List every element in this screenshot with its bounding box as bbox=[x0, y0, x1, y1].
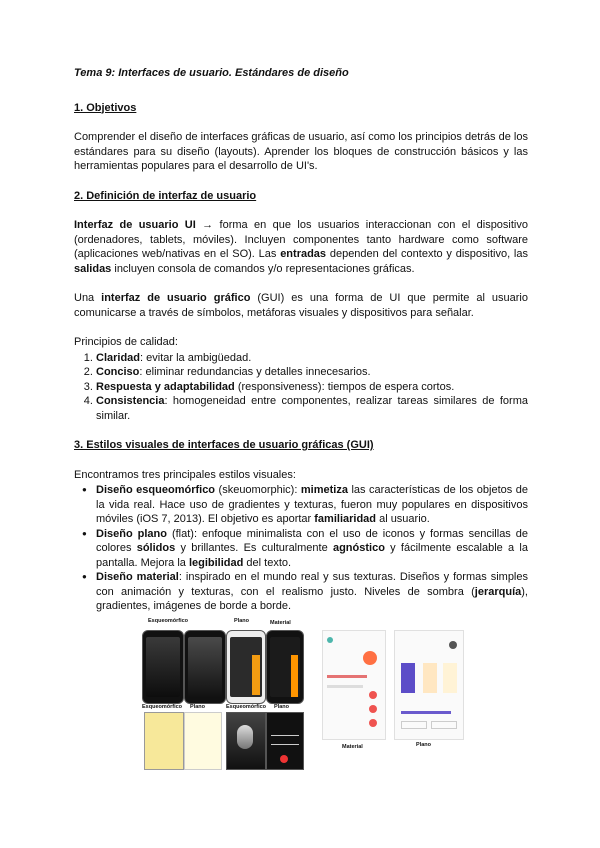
flat-calculator-phone bbox=[226, 630, 266, 704]
list-item: 1. Claridad: evitar la ambigüedad. bbox=[96, 351, 528, 366]
definicion-paragraph-ui: Interfaz de usuario UI → forma en que los usuarios interaccionan con el dispositivo (ordenadores, tablets, móviles). Incluyen componentes tanto hardware como software (aplicaciones web/nativas en el SO). Las entradas dependen del contexto y dispositivo, las salidas incluyen consola de comandos y/o representaciones gráficas. bbox=[74, 219, 528, 275]
skeuomorphic-calculator-phone bbox=[142, 630, 184, 704]
label-esqueomorfico-2: Esqueomórfico bbox=[142, 704, 183, 710]
skeuomorphic-notes-screen bbox=[144, 712, 184, 770]
label-plano-3: Plano bbox=[274, 704, 289, 710]
label-esqueomorfico: Esqueomórfico bbox=[148, 618, 189, 624]
section-heading-objetivos: 1. Objetivos bbox=[74, 101, 137, 114]
document-title: Tema 9: Interfaces de usuario. Estándares de diseño bbox=[74, 67, 349, 79]
label-plano-2: Plano bbox=[190, 704, 205, 710]
list-item: ● Diseño material: inspirado en el mundo real y sus texturas. Diseños y formas simples con animación y texturas, con el realismo justo. Niveles de sombra (jerarquía), gradientes, imágenes de borde a borde. bbox=[96, 570, 528, 614]
principles-list bbox=[74, 351, 528, 424]
material-app-screen bbox=[322, 630, 386, 740]
flat-voice-memo-screen bbox=[266, 712, 304, 770]
list-item: 4. Consistencia: homogeneidad entre componentes, realizar tareas similares de forma similar. bbox=[96, 394, 528, 423]
principles-intro: Principios de calidad: bbox=[74, 336, 178, 348]
styles-list bbox=[74, 483, 528, 614]
label-material: Material bbox=[270, 620, 291, 626]
section-heading-definicion: 2. Definición de interfaz de usuario bbox=[74, 189, 257, 202]
document-page bbox=[74, 66, 528, 629]
label-plano: Plano bbox=[234, 618, 249, 624]
ui-styles-figure bbox=[140, 618, 470, 770]
skeuomorphic-voice-memo-screen bbox=[226, 712, 266, 770]
section-heading-estilos: 3. Estilos visuales de interfaces de usuario gráficas (GUI) bbox=[74, 439, 374, 451]
list-item: ● Diseño plano (flat): enfoque minimalista con el uso de iconos y formas sencillas de colores sólidos y brillantes. Es culturalmente agnóstico y fácilmente escalable a la pantalla. Mejora la legibilidad del texto. bbox=[96, 527, 528, 571]
label-esqueomorfico-3: Esqueomórfico bbox=[226, 704, 267, 710]
estilos-intro: Encontramos tres principales estilos visuales: bbox=[74, 468, 296, 481]
skeuomorphic-calculator-phone-2 bbox=[184, 630, 226, 704]
objetivos-paragraph: Comprender el diseño de interfaces gráficas de usuario, así como los principios detrás de los estándares para su diseño (layouts). Aprender los bloques de construcción básicos y las herramientas populares para el desarrollo de UI's. bbox=[74, 131, 528, 172]
label-material-2: Material bbox=[342, 744, 363, 750]
list-item: 2. Conciso: eliminar redundancias y detalles innecesarios. bbox=[96, 365, 528, 380]
flat-notes-screen bbox=[184, 712, 222, 770]
label-plano-4: Plano bbox=[416, 742, 431, 748]
list-item: ● Diseño esqueomórfico (skeuomorphic): mimetiza las características de los objetos de la vida real. Hace uso de gradientes y texturas, fueron muy populares en dispositivos móviles (iOS 7, 2013). El objetivo es aportar familiaridad al usuario. bbox=[96, 483, 528, 527]
list-item: 3. Respuesta y adaptabilidad (responsiveness): tiempos de espera cortos. bbox=[96, 380, 528, 395]
material-calculator-phone bbox=[266, 630, 304, 704]
definicion-paragraph-gui: Una interfaz de usuario gráfico (GUI) es una forma de UI que permite al usuario comunicarse a través de símbolos, metáforas visuales y dispositivos para señalar. bbox=[74, 292, 528, 319]
flat-dashboard-screen bbox=[394, 630, 464, 740]
